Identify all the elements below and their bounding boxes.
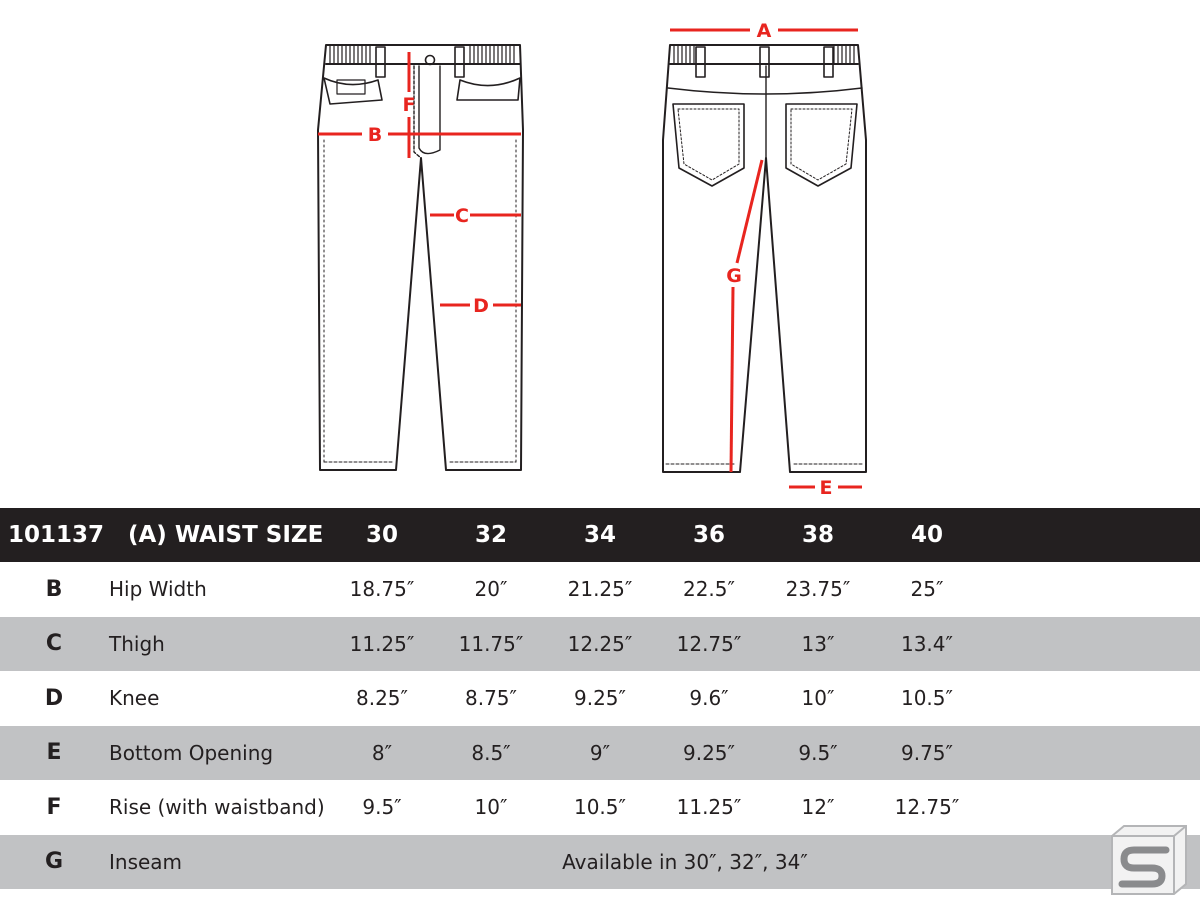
size-heading: 34: [583, 522, 616, 548]
s-cube-logo-icon: [1110, 824, 1188, 896]
table-row: [0, 562, 1200, 617]
table-cell: 18.75″: [349, 577, 415, 602]
table-row: [0, 617, 1200, 672]
row-code: G: [44, 849, 64, 875]
table-cell: 11.75″: [458, 631, 524, 656]
table-cell: 8.25″: [355, 686, 408, 711]
table-cell: 8″: [371, 740, 393, 765]
table-cell: 25″: [910, 577, 944, 602]
row-name: Bottom Opening: [109, 740, 274, 765]
row-code: E: [46, 740, 62, 766]
table-row: [0, 671, 1200, 726]
label-g: G: [726, 265, 742, 287]
table-row: [0, 726, 1200, 781]
size-heading: 36: [692, 522, 725, 548]
row-name: Inseam: [109, 849, 183, 874]
row-name: Knee: [109, 686, 160, 711]
row-code: C: [45, 631, 63, 657]
size-chart-table: [0, 508, 1200, 889]
table-cell: 23.75″: [785, 577, 851, 602]
table-cell: 10.5″: [573, 795, 626, 820]
product-code: 101137: [8, 522, 105, 548]
table-cell: 13.4″: [900, 631, 953, 656]
table-cell: 9″: [589, 740, 611, 765]
table-cell: 10″: [474, 795, 508, 820]
table-cell: 10.5″: [900, 686, 953, 711]
row-name: Thigh: [109, 631, 165, 656]
table-cell: 10″: [801, 686, 835, 711]
table-cell: 9.25″: [682, 740, 735, 765]
table-cell: 21.25″: [567, 577, 633, 602]
table-cell: 22.5″: [682, 577, 735, 602]
table-cell: 9.6″: [689, 686, 729, 711]
table-cell: 12.75″: [676, 631, 742, 656]
label-b: B: [367, 124, 383, 146]
row-code: D: [44, 685, 64, 711]
table-cell: 20″: [474, 577, 508, 602]
table-row: [0, 780, 1200, 835]
table-cell: 13″: [801, 631, 835, 656]
size-heading: 32: [474, 522, 507, 548]
table-cell: 12.25″: [567, 631, 633, 656]
size-heading: 38: [801, 522, 834, 548]
inseam-availability-note: Available in 30″, 32″, 34″: [562, 849, 808, 874]
table-row: [0, 835, 1200, 890]
table-cell: 9.5″: [362, 795, 402, 820]
label-c: C: [455, 205, 469, 227]
size-heading: 40: [910, 522, 943, 548]
table-cell: 12.75″: [894, 795, 960, 820]
label-d: D: [473, 295, 489, 317]
table-cell: 8.5″: [471, 740, 511, 765]
table-header-row: [0, 508, 1200, 562]
row-code: B: [45, 576, 63, 602]
front-view-pants-icon: [318, 45, 523, 470]
row-name: Hip Width: [109, 577, 207, 602]
label-e: E: [819, 477, 833, 499]
table-cell: 9.25″: [573, 686, 626, 711]
table-cell: 11.25″: [676, 795, 742, 820]
label-f: F: [402, 94, 416, 116]
back-view-pants-icon: [663, 45, 866, 472]
waist-size-heading: (A) WAIST SIZE: [128, 522, 324, 548]
row-code: F: [46, 794, 62, 820]
size-heading: 30: [365, 522, 398, 548]
table-cell: 12″: [801, 795, 835, 820]
label-a: A: [756, 20, 772, 42]
table-cell: 9.75″: [900, 740, 953, 765]
table-cell: 8.75″: [464, 686, 517, 711]
table-cell: 11.25″: [349, 631, 415, 656]
table-cell: 9.5″: [798, 740, 838, 765]
row-name: Rise (with waistband): [109, 795, 325, 820]
